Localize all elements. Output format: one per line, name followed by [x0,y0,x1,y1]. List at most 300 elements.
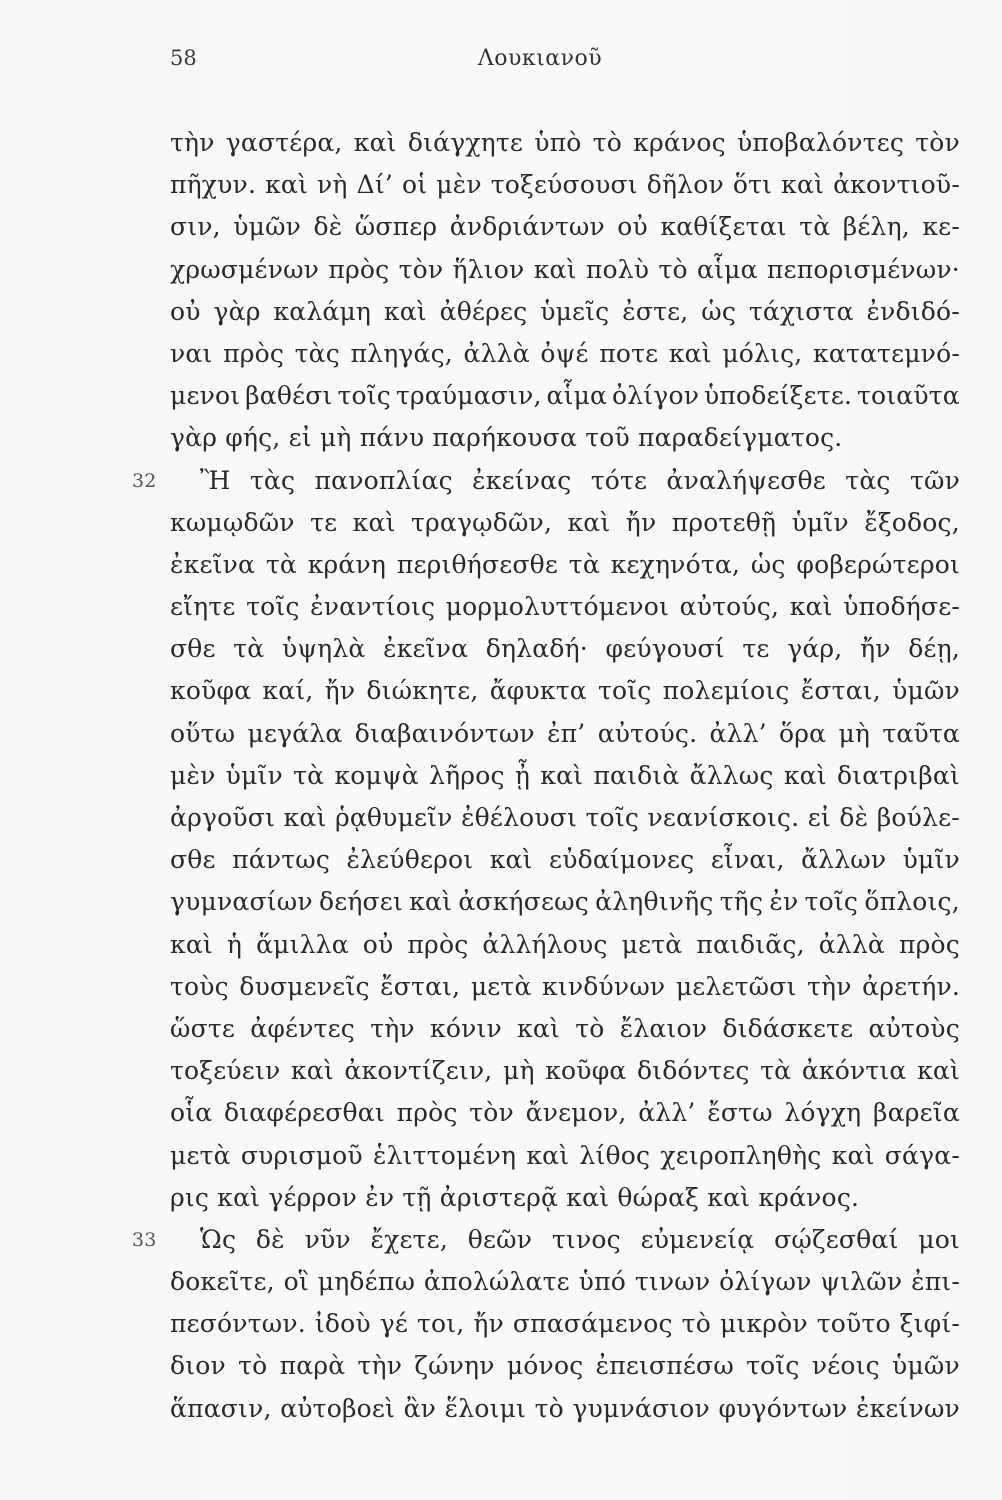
text-line [170,249,960,291]
word: τραγῳδῶν, [410,507,553,537]
text-line [170,206,960,248]
word: εὐδαίμονες [549,845,695,875]
word: νέοις [811,1351,880,1381]
word: μετὰ [170,1140,231,1170]
word: πολεμίοις [662,676,790,706]
word: ἤν [473,1309,504,1339]
word: βαθέσι [245,381,333,411]
word: ὀλίγων [719,1267,812,1297]
word: ἀπολώλατε [423,1267,570,1297]
word: τοξεύειν [170,1056,281,1086]
text-line [170,755,960,797]
word: τὰ [799,212,831,242]
word: λίθος [579,1140,651,1170]
page-header [170,38,950,78]
word: διον [170,1351,226,1381]
text-line [170,375,960,417]
word: καὶ [352,507,396,537]
word: ἀλλὰ [818,929,885,959]
word: διδάσκετε [722,1013,854,1043]
text-line [170,966,960,1008]
word: ὑμῖν [791,507,849,537]
word: ἐναντίοις [310,592,436,622]
text-line [170,1303,960,1345]
word: αὐτούς, [679,592,780,622]
word: σπασάμενος [512,1309,673,1339]
word: εἰ [288,423,320,453]
word: ὑμῖν [902,845,960,875]
word: ἥλιον [452,254,525,284]
word: τὴν [370,1013,415,1043]
word: ὀλίγον [612,381,700,411]
word: αὐτοὺς [868,1013,960,1043]
word: ἀκόντια [801,1056,907,1086]
word: ἀλλ’ [638,1098,696,1128]
word: ἀκοντίζειν, [344,1056,493,1086]
word: μετὰ [621,929,683,959]
word: τοῖς [246,592,300,622]
word: κινδύνων [542,971,666,1001]
text-line [170,1135,960,1177]
word: ἐπ’ [547,718,586,748]
word: αὐτούς. [597,718,698,748]
word: παρὰ [279,1351,346,1381]
word: ἀνδριάντων [449,212,605,242]
word: κοῦφα [545,1056,627,1086]
word: λόγχη [784,1098,862,1128]
word: ἀρετήν. [862,971,960,1001]
word: δυσμενεῖς [239,971,370,1001]
word: τινος [551,1224,621,1254]
word: μὲν [436,170,482,200]
word: τὸν [469,1098,514,1128]
word: ἰδοὺ [314,1309,371,1339]
word: ὥσπερ [354,212,438,242]
word: μορμολυττόμενοι [445,592,670,622]
word: μόνος [506,1351,584,1381]
word: καὶ [707,1182,759,1212]
word: τὰ [233,634,265,664]
word: τοῖς [804,887,859,917]
word: καὶ [409,887,453,917]
word: δοκεῖτε, [170,1267,275,1297]
word: αἷμα [697,254,758,284]
word: τὸ [658,254,688,284]
word: τοιαῦτα [857,381,960,411]
word: παιδιὰ [593,760,680,790]
word: τοῦτο [816,1309,891,1339]
word: γαστέρα, [225,128,343,157]
word: πεπορισμένων· [766,254,960,284]
text-line [170,502,960,544]
word: τάχιστα [748,296,854,326]
word: ἄφυκτα [489,676,587,706]
word: πρὸς [407,929,469,959]
text-line [170,1177,960,1219]
word: ἀριστερᾷ [439,1182,567,1212]
word: παραδείγματος. [638,423,843,453]
word: τοῖς [597,676,652,706]
word: ψιλῶν [820,1267,903,1297]
word: τοῖς [337,381,391,411]
word: τὸ [575,1013,605,1043]
text-line [170,1008,960,1050]
word: καὶ [533,254,577,284]
word: γέρρον [268,1182,366,1212]
word: τὸν [915,128,960,157]
word: ὑμῶν [233,212,302,242]
word: πάνυ [359,423,433,453]
word: ἐνδιδό- [866,296,960,326]
word: ἐστε, [622,296,689,326]
word: καὶ [917,1056,960,1086]
word: τὰ [568,549,600,579]
word: διατριβαὶ [836,760,960,790]
text-line [170,1261,960,1303]
word: ἔξοδος, [864,507,960,537]
word: ἔσται, [380,971,461,1001]
word: ἐπι- [911,1267,960,1297]
word: οἳ [283,1267,309,1297]
text-line [170,586,960,628]
word: κεχηνότα, [610,549,741,579]
word: τινων [634,1267,711,1297]
word: ἤν [324,676,356,706]
word: ναι [170,338,213,368]
word: παρήκουσα [432,423,586,453]
word: γὰρ [213,296,261,326]
word: Ἢ [200,465,231,495]
word: βούλε- [876,803,960,832]
text-line [170,417,960,459]
word: μηδέπω [317,1267,416,1297]
word: ἅμιλλα [256,929,349,959]
word: ὀψέ [540,338,589,368]
word: προτεθῇ [671,507,777,537]
section-number: 33 [132,1228,157,1251]
word: πολὺ [585,254,650,284]
word: ἄλλων [801,845,887,875]
word: τὸ [238,1351,268,1381]
word: ἐν [365,1182,403,1212]
word: ἔστω [707,1098,773,1128]
word: ἀκοντιοῦ- [833,170,960,200]
word: κωμῳδῶν [170,507,295,537]
word: μὴ [503,1056,535,1086]
text-line [170,1050,960,1092]
word: κράνος [633,128,726,157]
word: τὰς [294,338,340,368]
word: καὶ [668,338,712,368]
word: καὶ [170,929,213,959]
word: διάγχητε [407,128,524,157]
word: δὲ [313,212,343,242]
page-number: 58 [170,46,197,70]
word: ὑμῖν [225,760,283,790]
word: ὑμῶν [892,1351,960,1381]
word: τε [742,634,770,664]
word: πῆχυν. [170,170,257,200]
word: πρὸς [898,929,960,959]
word: ἔλαιον [619,1013,708,1043]
text-line [170,1092,960,1134]
word: ἐκείνας [472,465,572,495]
word: ὑμεῖς [540,296,610,326]
word: Δί’ [356,170,394,200]
word: μὲν [170,760,216,790]
word: τοξεύσουσι [490,170,638,200]
word: καί, [262,676,314,706]
word: μικρὸν [719,1309,808,1339]
word: καὶ [781,170,825,200]
word: νεανίσκοις. [647,803,800,832]
word: σθε [170,845,216,875]
word: οὐ [617,212,648,242]
word: πάντως [232,845,331,875]
word: ἀλλήλους [482,929,608,959]
word: ὥστε [170,1013,236,1043]
word: αἷμα [546,381,608,411]
word: μὴ [838,718,871,748]
word: τοῦ [585,423,639,453]
word: σῴζεσθαί [774,1224,899,1254]
text-line [132,460,960,502]
word: μενοι [170,381,241,411]
word: ὅρα [779,718,827,748]
word: διώκητε, [366,676,479,706]
word: δέῃ, [908,634,960,664]
word: εἰ [807,803,831,832]
word: φυγόντων [718,1393,848,1423]
word: δὲ [839,803,869,832]
word: ἀθέρες [439,296,528,326]
word: ἔχετε, [370,1224,448,1254]
word: ἀργοῦσι [170,803,276,832]
word: μοι [918,1224,960,1254]
word: δῆλον [646,170,724,200]
word: καθίξεται [660,212,787,242]
word: οὐ [362,929,394,959]
word: φεύγουσί [605,634,725,664]
word: ὑποδήσε- [843,592,960,622]
word: ὡς [701,296,737,326]
word: πρὸς [396,1098,458,1128]
word: ἀλλ’ [709,718,767,748]
text-line [170,797,960,839]
word: ὅτι [732,170,773,200]
text-line [170,1345,960,1387]
word: ὡς [750,549,786,579]
word: ἐν [769,887,799,917]
word: ἂν [403,1393,437,1423]
word: γάρ, [787,634,843,664]
word: ὑπό [578,1267,626,1297]
word: ἀναλήψεσθε [666,465,826,495]
word: ὑψηλὰ [281,634,366,664]
word: καὶ [383,296,427,326]
word: ἤν [860,634,891,664]
word: τὴν [170,128,215,157]
word: τὴν [807,971,852,1001]
word: τοῖς [746,1351,800,1381]
word: κε- [922,212,960,242]
word: εἶναι, [710,845,785,875]
word: καὶ [290,1056,334,1086]
word: πεσόντων. [170,1309,306,1339]
word: τὰς [249,465,296,495]
word: οὕτω [170,718,236,748]
word: παιδιᾶς, [696,929,805,959]
word: κράνη [307,549,387,579]
section-number: 32 [132,469,157,492]
word: δὲ [255,1224,285,1254]
text-line [170,839,960,881]
word: διδόντες [637,1056,750,1086]
word: ἐλεύθεροι [346,845,474,875]
word: καὶ [353,128,397,157]
word: τὴν [357,1351,403,1381]
word: βαρεῖα [873,1098,960,1128]
word: τὸ [592,128,622,157]
word: κατατεμνό- [813,338,960,368]
word: κόνιν [430,1013,502,1043]
word: ᾖ [514,760,531,790]
word: φής, [225,423,289,453]
word: περιθήσεσθε [396,549,559,579]
word: ταῦτα [882,718,960,748]
word: ἅπασιν, [170,1393,272,1423]
word: ξιφί- [899,1309,960,1339]
word: μετὰ [470,971,532,1001]
word: δεήσει [318,887,403,917]
text-line [170,1388,960,1430]
word: τὰς [845,465,891,495]
word: διαβαινόντων [354,718,535,748]
word: ἔσται, [800,676,881,706]
word: τότε [590,465,648,495]
word: τοὺς [170,971,229,1001]
word: καὶ [283,803,327,832]
word: ὑποβαλόντες [736,128,905,157]
word: ἐθέλουσι [461,803,578,832]
word: καὶ [489,845,533,875]
word: ἀληθινῆς [595,887,714,917]
word: καὶ [566,1182,618,1212]
word: τε [310,507,338,537]
word: ὑπὸ [534,128,582,157]
word: ἐπεισπέσω [595,1351,734,1381]
word: ἤν [625,507,657,537]
text-line [170,628,960,670]
text-line [170,122,960,164]
word: τὰ [265,549,297,579]
word: τῶν [909,465,960,495]
text-line [170,881,960,923]
word: πρὸς [328,254,390,284]
word: γὰρ [170,423,226,453]
word: δηλαδή· [485,634,588,664]
word: χειροπληθὴς [660,1140,822,1170]
word: ἕλοιμι [444,1393,527,1423]
text-line [132,1219,960,1261]
word: θώραξ [617,1182,708,1212]
word: ὑμῶν [892,676,960,706]
word: ἐκεῖνα [170,549,256,579]
word: καὶ [265,170,309,200]
word: καὶ [526,1140,570,1170]
word: καὶ [789,592,833,622]
word: σθε [170,634,216,664]
text-line [170,713,960,755]
word: φοβερώτεροι [796,549,960,579]
word: βέλη, [842,212,910,242]
word: μόλις, [722,338,803,368]
word: ζώνην [414,1351,495,1381]
word: τὸ [681,1309,711,1339]
text-line [170,291,960,333]
word: τὸν [398,254,444,284]
word: καὶ [783,760,827,790]
word: καὶ [567,507,611,537]
body-text [132,122,960,1430]
word: τὸ [534,1393,564,1423]
word: ἡ [226,929,243,959]
word: τοῖς [585,803,640,832]
word: θεῶν [467,1224,533,1254]
word: μὴ [319,423,360,453]
word: ἀφέντες [250,1013,355,1043]
word: ἐκείνων [855,1393,960,1423]
word: νῦν [304,1224,351,1254]
word: ἄλλως [689,760,774,790]
word: συρισμοῦ [240,1140,363,1170]
word: πρὸς [223,338,285,368]
word: καὶ [831,1140,875,1170]
word: οὐ [170,296,201,326]
word: χρωσμένων [170,254,320,284]
running-title: Λουκιανοῦ [477,46,603,71]
word: καὶ [517,1013,560,1043]
word: τὰ [760,1056,792,1086]
word: κράνος. [758,1182,860,1212]
word: σιν, [170,212,221,242]
word: νὴ [317,170,348,200]
word: μεγάλα [247,718,343,748]
word: ἀλλὰ [463,338,530,368]
word: κομψὰ [334,760,419,790]
word: ῥᾳθυμεῖν [334,803,453,832]
word: ἑλιττομένη [373,1140,517,1170]
word: εἴητε [170,592,236,622]
word: τοι, [416,1309,465,1339]
word: τῆς [719,887,764,917]
word: ὑποδείξετε. [703,381,853,411]
text-line [170,333,960,375]
word: γυμνάσιον [572,1393,710,1423]
word: πανοπλίας [314,465,453,495]
word: ἄνεμον, [525,1098,627,1128]
word: γυμνασίων [170,887,313,917]
word: μελετῶσι [675,971,797,1001]
word: κοῦφα [170,676,252,706]
word: διαφέρεσθαι [224,1098,385,1128]
word: καλάμη [273,296,372,326]
word: ρις [170,1182,218,1212]
word: τῇ [402,1182,440,1212]
word: τὰ [293,760,325,790]
word: σάγα- [884,1140,960,1170]
text-line [170,670,960,712]
